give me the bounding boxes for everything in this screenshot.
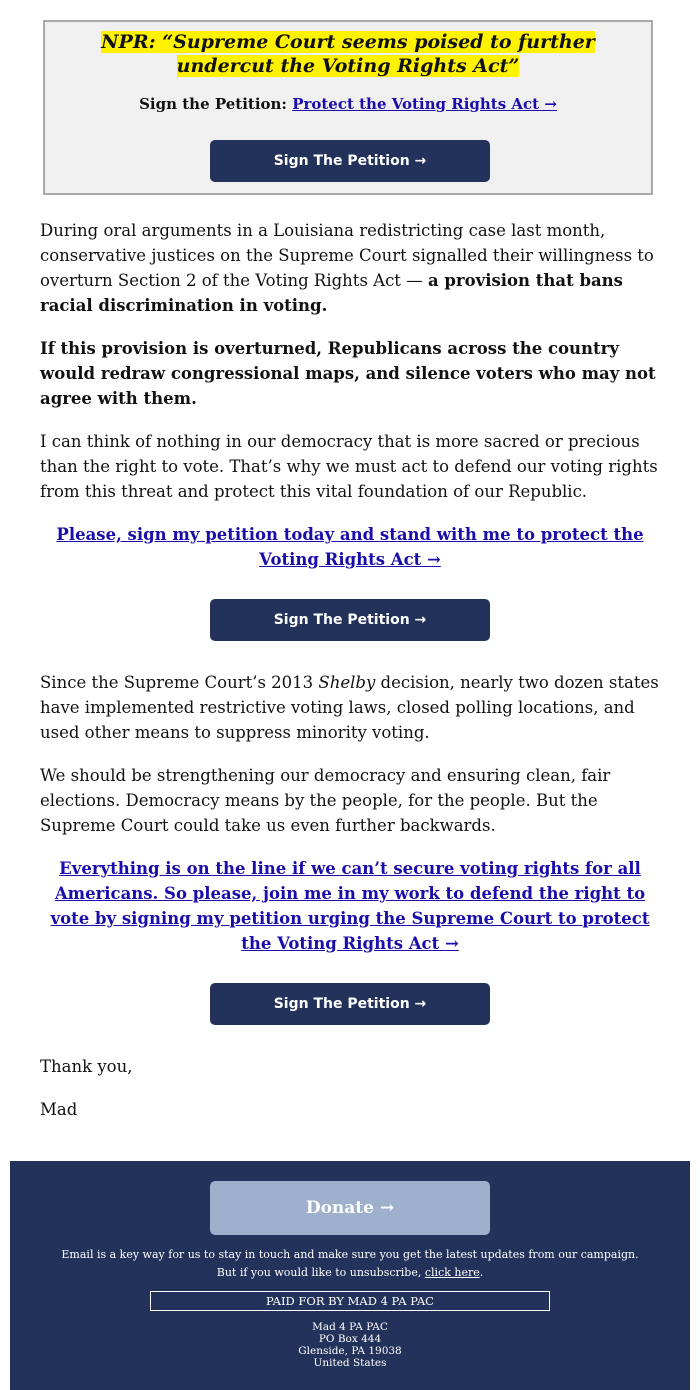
petition-link-1[interactable]: Please, sign my petition today and stand with me to protect the Voting Rights Act →: [56, 525, 644, 569]
address-line: Glenside, PA 19038: [298, 1345, 402, 1357]
callout-subline: [45, 95, 651, 113]
protect-vra-link[interactable]: Protect the Voting Rights Act →: [292, 95, 557, 113]
sign-petition-button-3[interactable]: Sign The Petition →: [210, 983, 490, 1025]
signature: Mad: [40, 1100, 78, 1119]
callout-headline: NPR: “Supreme Court seems poised to further undercut the Voting Rights Act”: [101, 31, 595, 77]
unsubscribe-notice: Email is a key way for us to stay in touch and make sure you get the latest updates from our campaign. But if you would like to unsubscribe, click here.: [61, 1248, 639, 1279]
paragraph-overturned-warning: If this provision is overturned, Republicans across the country would redraw congressional maps, and silence voters who may not agree with them.: [40, 339, 656, 408]
paragraph-oral-arguments: During oral arguments in a Louisiana redistricting case last month, conservative justices on the Supreme Court signalled their willingness to overturn Section 2 of the Voting Rights Act — a provision that bans racial discrimination in voting.: [40, 221, 654, 315]
donate-button[interactable]: Donate →: [210, 1181, 490, 1235]
closing-line: Thank you,: [40, 1057, 133, 1076]
paragraph-democracy: We should be strengthening our democracy and ensuring clean, fair elections. Democracy means by the people, for the people. But the Supreme Court could take us even further backwards.: [40, 766, 611, 835]
address-line: United States: [313, 1357, 387, 1369]
footer: [10, 1161, 690, 1390]
paragraph-shelby: Since the Supreme Court’s 2013 Shelby decision, nearly two dozen states have implemented restrictive voting laws, closed polling locations, and used other means to suppress minority voting.: [40, 673, 659, 742]
mailing-address: [10, 1321, 690, 1369]
address-line: PO Box 444: [318, 1333, 382, 1345]
unsubscribe-link[interactable]: click here: [424, 1266, 480, 1279]
petition-link-2[interactable]: Everything is on the line if we can’t secure voting rights for all Americans. So please, join me in my work to defend the right to vote by signing my petition urging the Supreme Court to protect the Voting Rights Act →: [50, 859, 650, 953]
paragraph-right-to-vote: I can think of nothing in our democracy that is more sacred or precious than the right to vote. That’s why we must act to defend our voting rights from this threat and protect this vital foundation of our Republic.: [40, 432, 658, 501]
sign-petition-button-2[interactable]: Sign The Petition →: [210, 599, 490, 641]
callout-sub-label: Sign the Petition:: [139, 95, 293, 113]
sign-petition-button-1[interactable]: Sign The Petition →: [210, 140, 490, 182]
address-line: Mad 4 PA PAC: [312, 1321, 388, 1333]
paid-for-disclaimer: PAID FOR BY MAD 4 PA PAC: [150, 1291, 550, 1311]
news-callout: [43, 20, 653, 195]
